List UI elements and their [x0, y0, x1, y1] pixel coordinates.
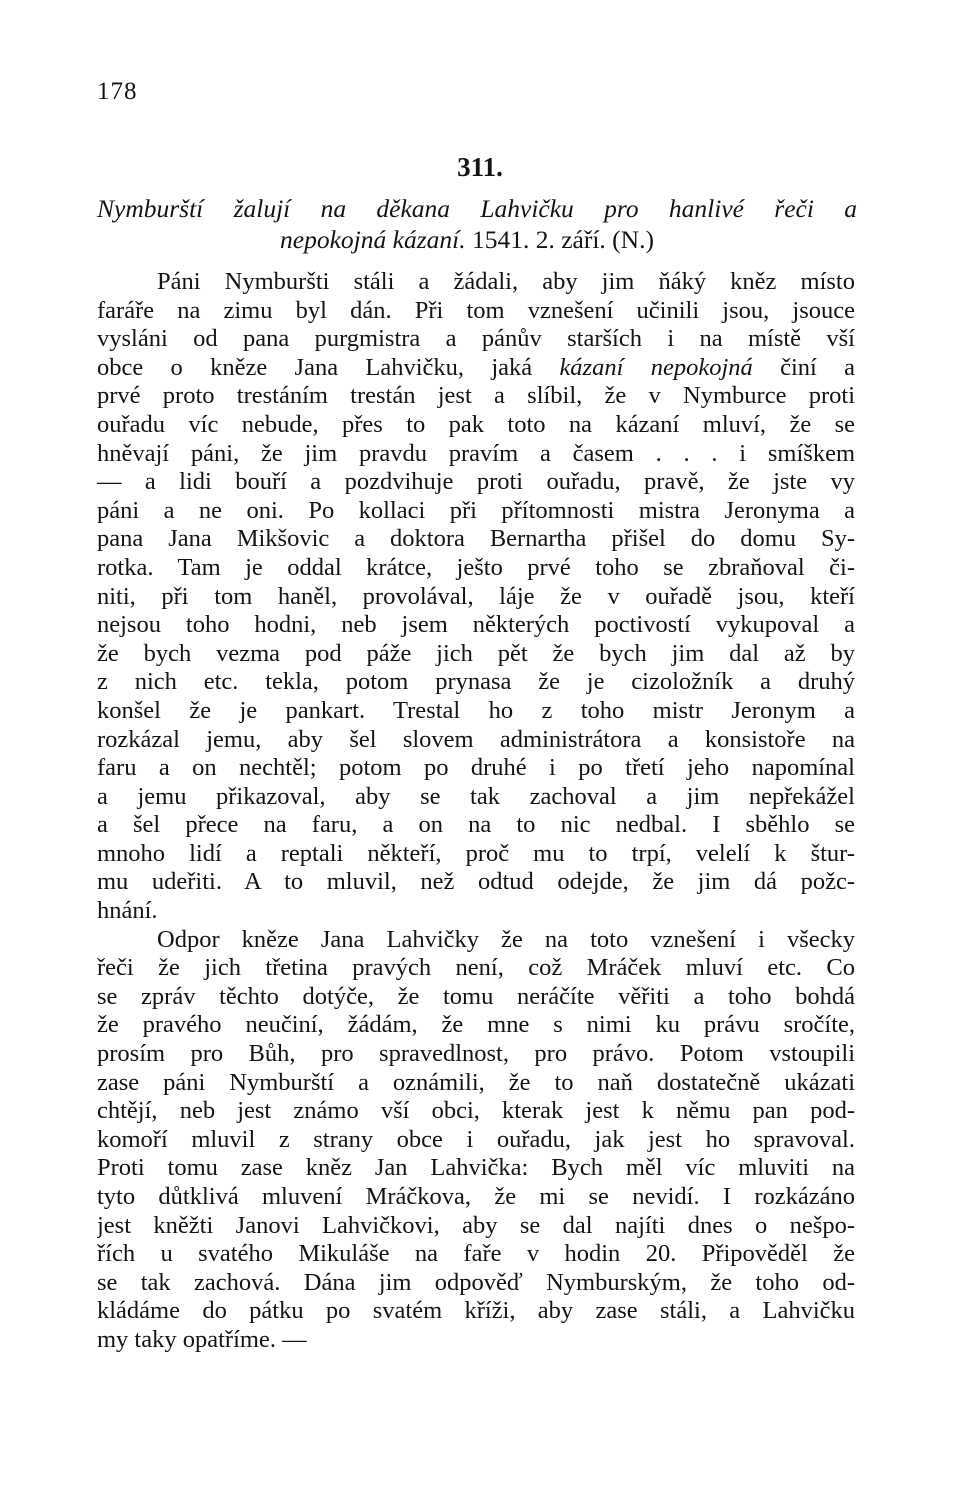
- text-line: Proti tomu zase kněz Jan Lahvička: Bych měl víc mluviti na: [97, 1154, 855, 1182]
- text-line: niti, při tom haněl, provolával, láje že v ouřadě jsou, kteří: [97, 582, 855, 610]
- text-line: my taky opatříme. ––: [97, 1325, 307, 1353]
- heading-line-1: Nymburští žalují na děkana Lahvičku pro hanlivé řeči a: [97, 194, 857, 223]
- heading-date: 1541. 2. září. (N.): [465, 225, 654, 254]
- text-line: se tak zachová. Dána jim odpověď Nymburským, že toho od-: [97, 1268, 855, 1296]
- text-line: obce o kněze Jana Lahvičku, jaká kázaní nepokojná činí a: [97, 353, 855, 381]
- text-line: mnoho lidí a reptali někteří, proč mu to trpí, velelí k štur-: [97, 839, 855, 867]
- text-line: Páni Nymburšti stáli a žádali, aby jim ňáký kněz místo: [157, 268, 855, 295]
- text-line: nejsou toho hodni, neb jsem některých poctivostí vykupoval a: [97, 611, 855, 639]
- text-line: faráře na zimu byl dán. Při tom vznešení učinili jsou, jsouce: [97, 296, 855, 324]
- text-line: a šel přece na faru, a on na to nic nedbal. I sběhlo se: [97, 811, 855, 839]
- text-line: kládáme do pátku po svatém kříži, aby zase stáli, a Lahvičku: [97, 1297, 855, 1325]
- heading-line-2: [97, 224, 857, 255]
- text-line: chtějí, neb jest známo vší obci, kterak jest k němu pan pod-: [97, 1097, 855, 1125]
- text-line: že pravého neučiní, žádám, že mne s nimi ku právu sročíte,: [97, 1011, 855, 1039]
- text-line: faru a on nechtěl; potom po druhé i po třetí jeho napomínal: [97, 754, 855, 782]
- text-line: jest kněžti Janovi Lahvičkovi, aby se dal najíti dnes o nešpo-: [97, 1211, 855, 1239]
- text-line: prosím pro Bůh, pro spravedlnost, pro právo. Potom vstoupili: [97, 1040, 855, 1068]
- text-line: a jemu přikazoval, aby se tak zachoval a jim nepřekážel: [97, 782, 855, 810]
- paragraph-1: [97, 268, 855, 926]
- text-line: tyto důtklivá mluvení Mráčkova, že mi se nevidí. I rozkázáno: [97, 1183, 855, 1210]
- text-line: že bych vezma pod páže jich pět že bych jim dal až by: [97, 639, 855, 667]
- text-line: pana Jana Mikšovic a doktora Bernartha přišel do domu Sy-: [97, 525, 855, 553]
- text-line: rozkázal jemu, aby šel slovem administrátora a konsistoře na: [97, 725, 855, 753]
- text-line: z nich etc. tekla, potom prynasa že je cizoložník a druhý: [97, 668, 855, 696]
- text-line: mu udeřiti. A to mluvil, než odtud odejde, že jim dá požc-: [97, 868, 855, 896]
- text-line: vysláni od pana purgmistra a pánův starších i na místě vší: [97, 325, 855, 353]
- page-number: 178: [97, 78, 138, 105]
- text-line: — a lidi bouří a pozdvihuje proti ouřadu, pravě, že jste vy: [97, 468, 855, 496]
- text-line: páni a ne oni. Po kollaci při přítomnosti mistra Jeronyma a: [97, 496, 855, 524]
- text-line: se zpráv těchto dotýče, že tomu neráčíte věřiti a toho bohdá: [97, 982, 855, 1010]
- text-line: rotka. Tam je oddal krátce, ješto prvé toho se zbraňoval či-: [97, 553, 855, 581]
- text-line: řích u svatého Mikuláše na faře v hodin 20. Připověděl že: [97, 1240, 855, 1268]
- text-line: hnání.: [97, 897, 158, 925]
- text-line: hněvají páni, že jim pravdu pravím a časem . . . i smíškem: [97, 439, 855, 467]
- text-line: Odpor kněze Jana Lahvičky že na toto vznešení i všecky: [157, 925, 855, 953]
- text-line: zase páni Nymburští a oznámili, že to naň dostatečně ukázati: [97, 1068, 855, 1096]
- document-heading: [97, 193, 857, 255]
- text-line: ouřadu víc nebude, přes to pak toto na kázaní mluví, že se: [97, 410, 855, 438]
- paragraph-2: [97, 926, 855, 1355]
- body-text: [97, 268, 855, 1355]
- text-line: prvé proto trestáním trestán jest a slíbil, že v Nymburce proti: [97, 382, 855, 410]
- text-line: řeči že jich třetina pravých není, což Mráček mluví etc. Co: [97, 954, 855, 982]
- heading-italic-part: nepokojná kázaní.: [280, 225, 466, 254]
- text-line: konšel že je pankart. Trestal ho z toho mistr Jeronym a: [97, 696, 855, 724]
- document-number: 311.: [457, 152, 503, 182]
- text-line: komoří mluvil z strany obce i ouřadu, jak jest ho spravoval.: [97, 1125, 855, 1153]
